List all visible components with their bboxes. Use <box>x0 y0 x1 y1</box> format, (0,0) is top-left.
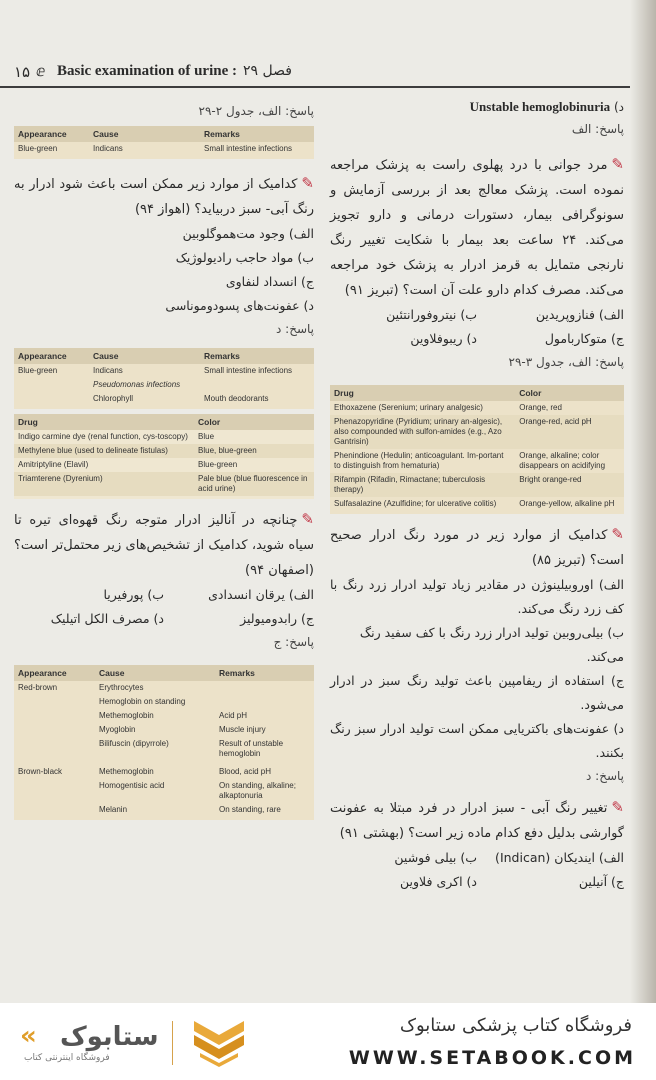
table-row <box>14 430 314 444</box>
table-cell: Small intestine infections <box>204 144 293 153</box>
double-arrow-icon: « <box>20 1021 37 1051</box>
option-item: ب) پورفیریا <box>103 587 164 602</box>
question-block <box>14 171 314 222</box>
store-url-link[interactable]: WWW.SETABOOK.COM <box>348 1047 636 1069</box>
table-header: Color <box>515 385 624 401</box>
table-cell: Result of unstable hemoglobin <box>219 739 284 758</box>
table-header: Cause <box>95 665 215 681</box>
store-name: فروشگاه کتاب پزشکی ستابوک <box>399 1015 632 1036</box>
logo-divider <box>172 1021 173 1065</box>
appearance-table-2 <box>14 348 314 409</box>
table-row <box>14 803 314 817</box>
table-header: Drug <box>330 385 515 401</box>
table-row <box>14 681 314 695</box>
question-text: تغییر رنگ آبی - سبز ادرار در فرد مبتلا به عفونت گوارشی بدلیل دفع کدام ماده زیر است؟ (بهشتی ۹۱) <box>330 801 624 841</box>
options-grid <box>14 583 314 631</box>
option-item: الف) اوروبیلینوژن در مقادیر زیاد تولید ادرار زرد رنگ با کف زرد رنگ می‌کند. <box>330 577 624 616</box>
options-grid <box>330 303 624 351</box>
answer-line: پاسخ: الف <box>571 122 624 136</box>
table-row <box>330 415 624 449</box>
table-cell: Indicans <box>93 366 123 375</box>
section-heading <box>330 96 624 118</box>
table-cell: Blue <box>198 432 215 441</box>
table-row <box>14 779 314 803</box>
table-cell <box>215 695 314 709</box>
table-header: Appearance <box>14 348 89 364</box>
chapter-label: فصل ۲۹ <box>243 63 292 79</box>
table-cell: Blue, blue-green <box>194 444 314 458</box>
option-item: ج) آنیلین <box>578 874 624 889</box>
table-header: Remarks <box>200 348 314 364</box>
table-cell: Blood, acid pH <box>219 767 272 776</box>
option-item: ب) بیلی فوشین <box>394 850 477 865</box>
table-cell <box>14 737 95 761</box>
table-cell: Phenindione (Hedulin; anticoagulant. Im-portant to distinguish from hematuria) <box>334 451 504 470</box>
table-cell <box>14 803 95 817</box>
answer-line: پاسخ: الف، جدول ۳-۲۹ <box>508 355 624 369</box>
table-cell: Methemoglobin <box>99 711 154 720</box>
option-item: ب) نیتروفورانتئین <box>386 307 477 322</box>
table-cell: Orange, red <box>519 403 562 412</box>
table-row <box>14 364 314 378</box>
options-list <box>14 222 314 318</box>
table-cell: Orange-yellow, alkaline pH <box>519 499 615 508</box>
option-item: الف) وجود مت‌هموگلوبین <box>182 226 314 241</box>
option-item: ج) متوکاربامول <box>544 331 624 346</box>
table-cell <box>14 709 95 723</box>
table-cell: Red-brown <box>18 683 58 692</box>
table-cell <box>14 695 95 709</box>
table-cell: Indicans <box>93 144 123 153</box>
table-cell: Methemoglobin <box>99 767 154 776</box>
question-text: مرد جوانی با درد پهلوی راست به پزشک مراجعه نموده است. پزشک معالج بعد از بررسی آزمایش و سونوگرافی بیمار، دستورات درمانی و دارو تجویز می‌کند. ۲۴ ساعت بعد بیمار با شکایت تغییر رنگ نارنجی متمایل به قرمز ادرار به پزشک خود مراجعه می‌کند. مصرف کدام دارو علت آن است؟ (تبریز ۹۱) <box>330 158 625 298</box>
table-cell: Blue-green <box>198 460 238 469</box>
table-cell: Phenazopyridine (Pyridium; urinary an-algesic), also compounded with sulfon-amides (e.g., Azo Gantrisin) <box>330 415 515 449</box>
table-row <box>14 709 314 723</box>
table-cell: On standing, rare <box>219 805 281 814</box>
table-cell: Melanin <box>99 805 128 814</box>
question-block <box>330 522 624 573</box>
table-cell <box>14 723 95 737</box>
table-cell: Pseudomonas infections <box>93 380 181 389</box>
pencil-icon: ✎ <box>611 155 624 173</box>
table-cell: Blue-green <box>18 366 58 375</box>
store-logo[interactable] <box>14 1021 159 1067</box>
table-cell: Bright orange-red <box>515 473 624 497</box>
table-row <box>14 723 314 737</box>
logo-tagline: فروشگاه اینترنتی کتاب <box>24 1053 110 1063</box>
table-cell: Acid pH <box>219 711 248 720</box>
table-row <box>14 444 314 458</box>
flourish-icon: ⅇ <box>36 62 46 80</box>
option-item: ب) مواد حاجب رادیولوژیک <box>175 250 314 265</box>
table-row <box>330 401 624 415</box>
table-cell <box>200 378 314 392</box>
option-item: د) ریبوفلاوین <box>410 331 477 346</box>
table-cell <box>215 681 314 695</box>
answer-line: پاسخ: الف، جدول ۲-۲۹ <box>198 104 314 118</box>
answer-line: پاسخ: د <box>586 769 624 783</box>
option-item: الف) یرقان انسدادی <box>208 587 314 602</box>
option-item: ج) رابدومیولیز <box>240 611 314 626</box>
appearance-table-1 <box>14 126 314 159</box>
pencil-icon: ✎ <box>301 174 314 192</box>
question-text: چنانچه در آنالیز ادرار متوجه رنگ قهوه‌ای تیره تا سیاه شوید، کدامیک از تشخیص‌های زیر محتمل‌تر است؟ (اصفهان ۹۴) <box>14 513 314 578</box>
table-cell: Myoglobin <box>99 725 136 734</box>
table-cell: Methylene blue (used to delineate fistulas) <box>14 444 194 458</box>
table-header: Drug <box>14 414 194 430</box>
table-cell: Ethoxazene (Serenium; urinary analgesic) <box>334 403 483 412</box>
table-cell: Brown-black <box>18 767 63 776</box>
table-cell: Orange, alkaline; color disappears on acidifying <box>519 451 606 470</box>
table-row <box>14 392 314 406</box>
table-cell <box>14 378 89 392</box>
appearance-table-3 <box>14 665 314 820</box>
options-grid <box>330 846 624 894</box>
page-number: ۱۵ <box>14 63 31 81</box>
table-cell: Sulfasalazine (Azulfidine; for ulcerative colitis) <box>334 499 497 508</box>
answer-line: پاسخ: ج <box>273 635 314 649</box>
option-item: ج) استفاده از ریفامپین باعث تولید رنگ سبز در ادرار می‌شود. <box>330 673 624 712</box>
table-cell: Chlorophyll <box>93 394 134 403</box>
table-row <box>14 458 314 472</box>
table-row <box>330 473 624 497</box>
table-row <box>14 378 314 392</box>
table-header: Remarks <box>215 665 314 681</box>
table-cell: Pale blue (blue fluorescence in acid urine) <box>194 472 314 496</box>
table-cell: Amitriptyline (Elavil) <box>18 460 89 469</box>
table-cell: Mouth deodorants <box>204 394 269 403</box>
table-row <box>14 737 314 761</box>
table-header: Appearance <box>14 665 95 681</box>
table-row <box>14 761 314 779</box>
drug-color-table <box>330 385 624 514</box>
table-cell: Rifampin (Rifadin, Rimactane; tuberculosis therapy) <box>330 473 515 497</box>
table-row <box>330 497 624 511</box>
right-column <box>330 96 624 894</box>
table-cell: Indigo carmine dye (renal function, cys-toscopy) <box>18 432 188 441</box>
answer-line: پاسخ: د <box>276 322 314 336</box>
question-block <box>14 507 314 583</box>
heading-english: Unstable hemoglobinuria <box>469 99 611 114</box>
table-cell: Hemoglobin on standing <box>99 697 186 706</box>
option-item: ب) بیلی‌روبین تولید ادرار زرد رنگ با کف سفید رنگ می‌کند. <box>359 625 624 664</box>
table-header: Appearance <box>14 126 89 142</box>
question-text: کدامیک از موارد زیر در مورد رنگ ادرار صحیح است؟ (تبریز ۸۵) <box>330 528 624 568</box>
question-text: کدامیک از موارد زیر ممکن است باعث شود ادرار به رنگ آبی- سبز دربیاید؟ (اهواز ۹۴) <box>14 177 314 217</box>
option-item: د) عفونت‌های پسودوموناسی <box>165 298 314 313</box>
drug-color-table-left <box>14 414 314 499</box>
options-list <box>330 573 624 765</box>
table-cell <box>14 779 95 803</box>
table-cell: Bilifuscin (dipyrrole) <box>99 739 169 748</box>
left-column <box>14 100 314 825</box>
page-header <box>0 50 630 88</box>
running-title: Basic examination of urine : <box>57 63 237 79</box>
store-banner <box>0 1003 656 1080</box>
table-cell: Triamterene (Dyrenium) <box>14 472 194 496</box>
table-cell <box>14 392 89 406</box>
option-item: ج) انسداد لنفاوی <box>225 274 314 289</box>
option-item: د) عفونت‌های باکتریایی ممکن است تولید ادرار سبز رنگ بکنند. <box>330 721 624 760</box>
heading-prefix: د) <box>613 100 624 114</box>
pencil-icon: ✎ <box>301 510 314 528</box>
logo-wordmark: ستابوک <box>60 1022 159 1052</box>
option-item: د) اکری فلاوین <box>400 874 477 889</box>
table-cell: Homogentisic acid <box>99 781 165 790</box>
pencil-icon: ✎ <box>611 798 624 816</box>
question-block <box>330 152 624 303</box>
table-cell: Blue-green <box>18 144 58 153</box>
table-cell: On standing, alkaline; alkaptonuria <box>219 781 296 800</box>
option-item: الف) ایندیکان (Indican) <box>495 850 624 865</box>
option-item: الف) فنازوپریدین <box>535 307 624 322</box>
table-row <box>14 472 314 496</box>
option-item: د) مصرف الکل اتیلیک <box>50 611 164 626</box>
table-row <box>14 142 314 156</box>
question-block <box>330 795 624 846</box>
table-header: Color <box>194 414 314 430</box>
table-cell: Erythrocytes <box>99 683 144 692</box>
table-cell: Muscle injury <box>219 725 266 734</box>
table-header: Cause <box>89 348 200 364</box>
table-row <box>330 449 624 473</box>
table-cell: Small intestine infections <box>204 366 293 375</box>
chevron-stack-icon <box>190 1017 248 1071</box>
table-cell: Orange-red, acid pH <box>515 415 624 449</box>
pencil-icon: ✎ <box>611 525 624 543</box>
table-row <box>14 695 314 709</box>
table-header: Cause <box>89 126 200 142</box>
table-header: Remarks <box>200 126 314 142</box>
